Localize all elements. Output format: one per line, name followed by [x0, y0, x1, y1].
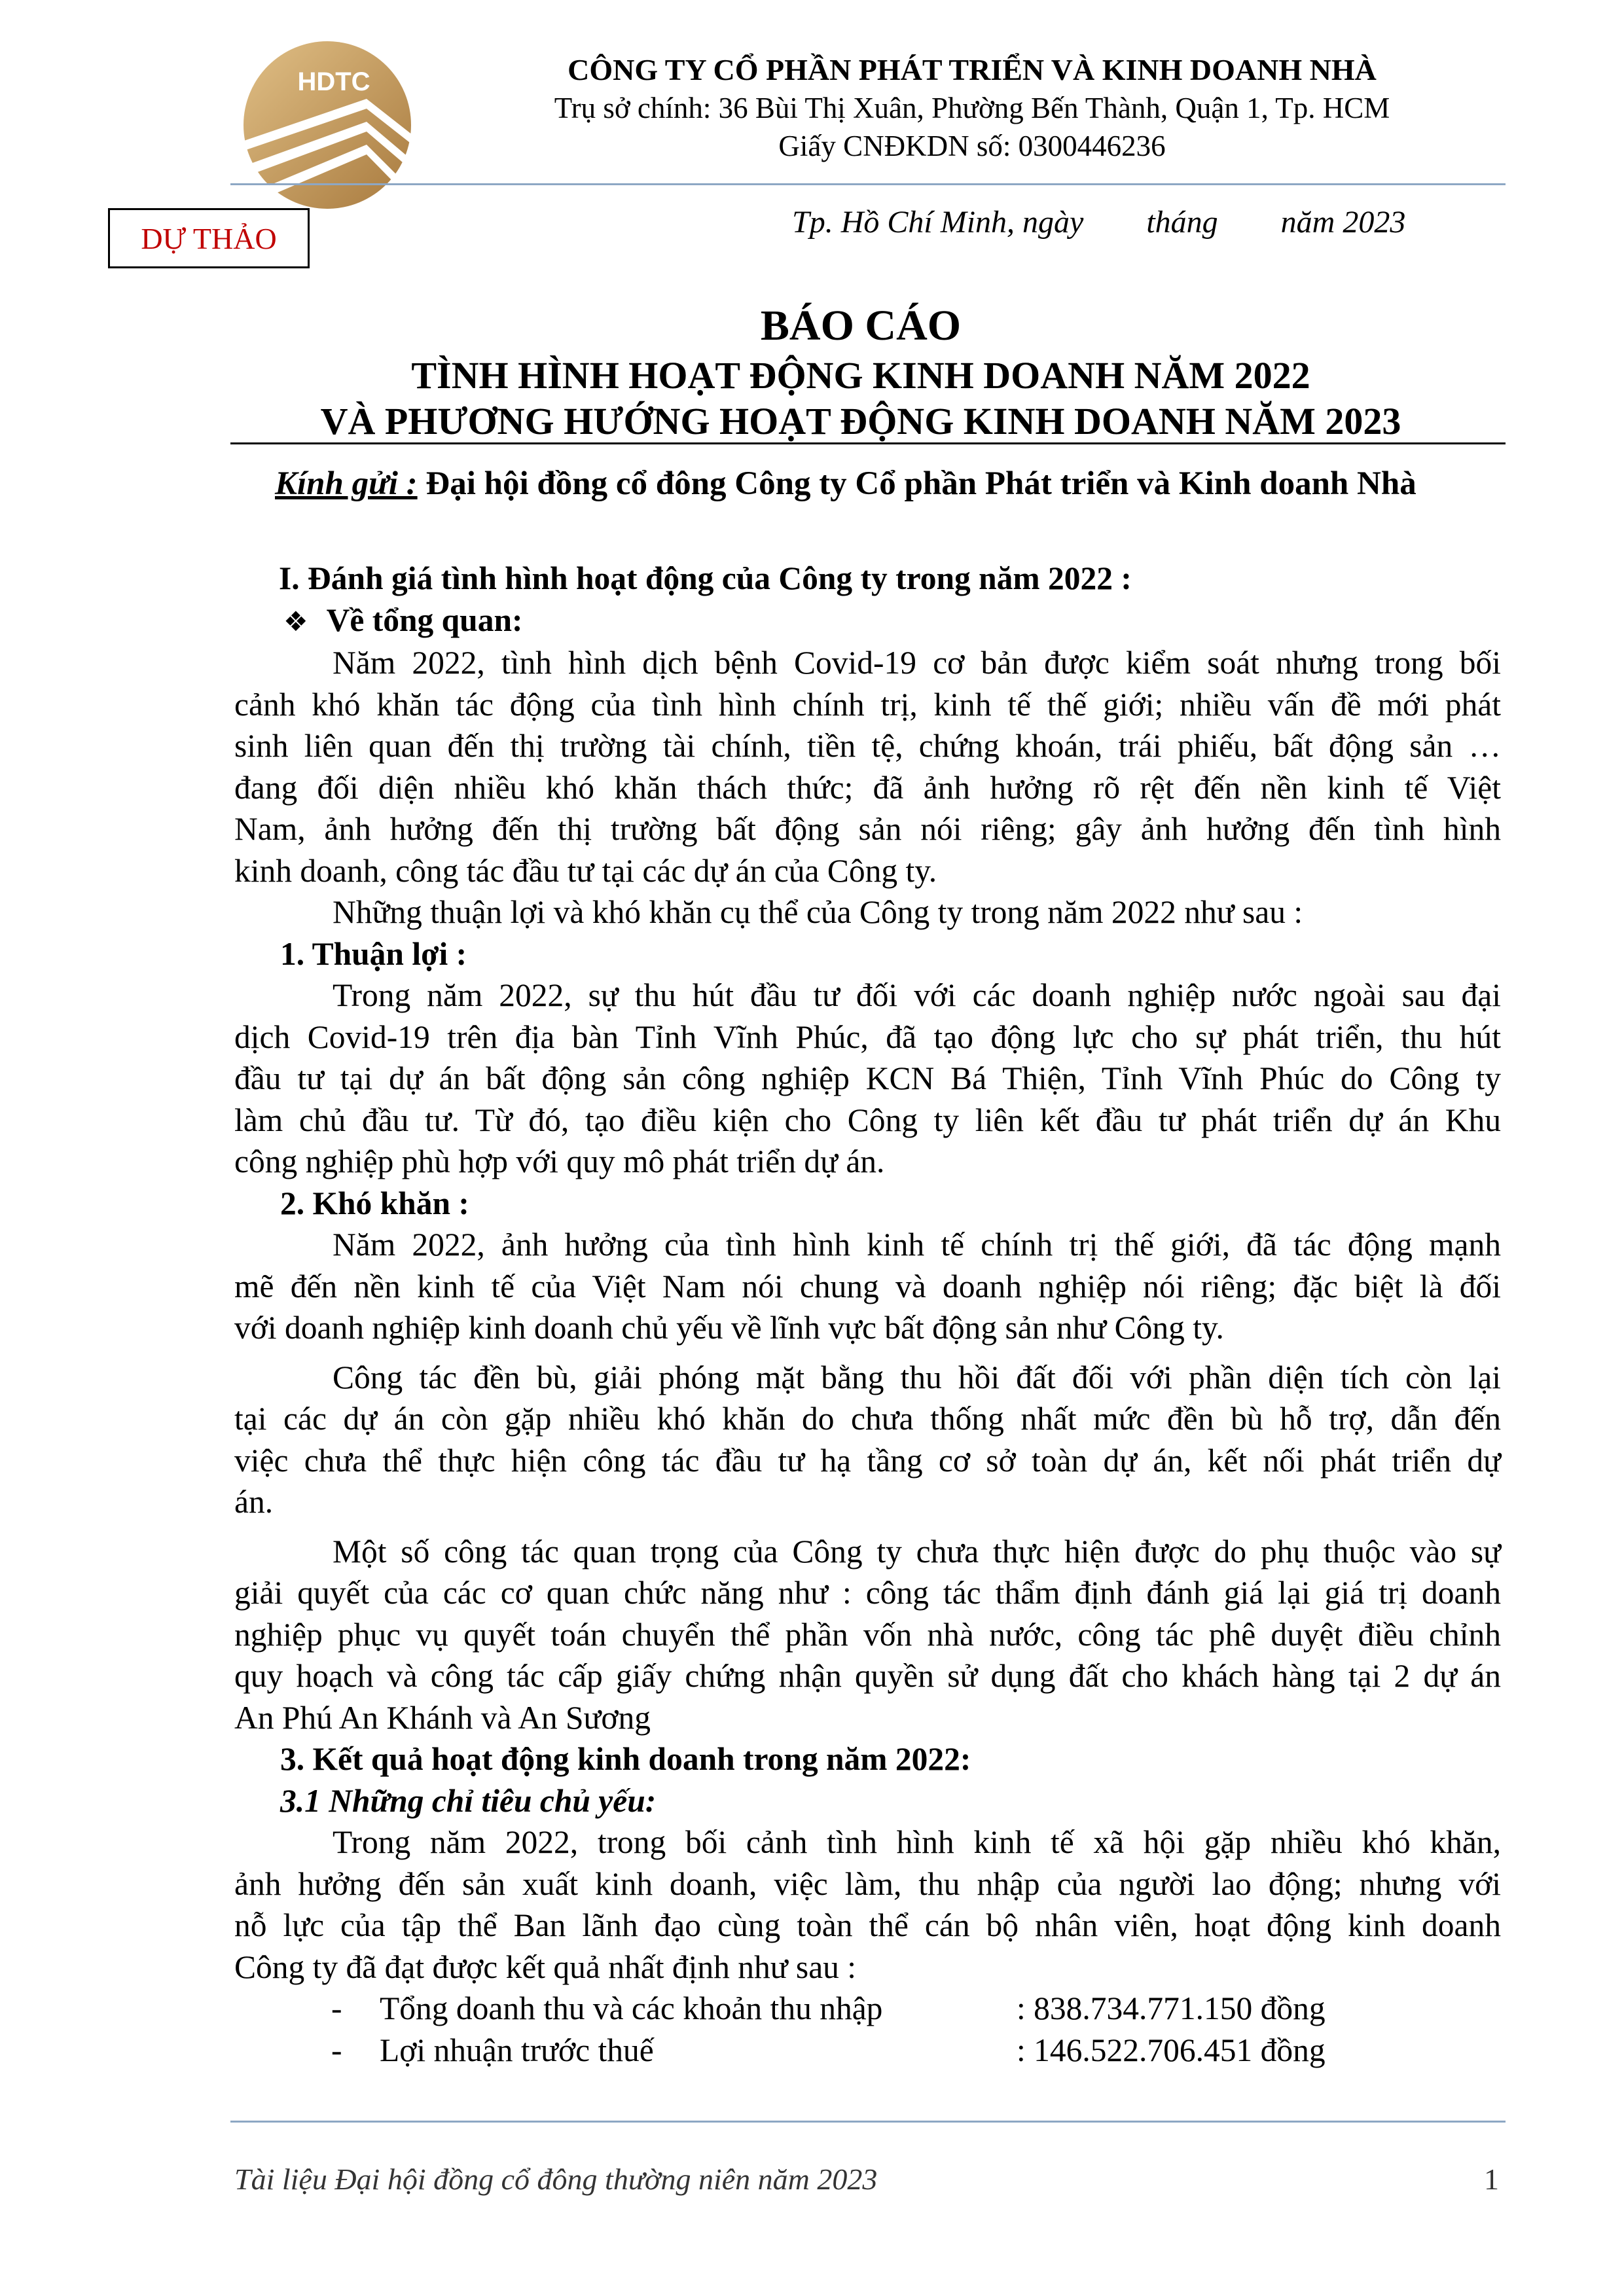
paragraph-line: đầu tư tại dự án bất động sản công nghiệp KCN Bá Thiện, Tỉnh Vĩnh Phúc do Công ty — [234, 1060, 1501, 1096]
paragraph-line: An Phú An Khánh và An Sương — [234, 1699, 651, 1736]
paragraph-line: Một số công tác quan trọng của Công ty chưa thực hiện được do phụ thuộc vào sự — [333, 1533, 1501, 1570]
paragraph-line: ảnh hưởng đến sản xuất kinh doanh, việc làm, thu nhập của người lao động; nhưng với — [234, 1865, 1501, 1902]
paragraph-line: tại các dự án còn gặp nhiều khó khăn do chưa thống nhất mức đền bù hỗ trợ, dẫn đến — [234, 1401, 1501, 1437]
report-subtitle-1: TÌNH HÌNH HOẠT ĐỘNG KINH DOANH NĂM 2022 — [411, 354, 1310, 397]
date-line: Tp. Hồ Chí Minh, ngày tháng năm 2023 — [792, 205, 1406, 240]
paragraph-line: với doanh nghiệp kinh doanh chủ yếu về lĩnh vực bất động sản như Công ty. — [234, 1310, 1224, 1346]
paragraph-line: kinh doanh, công tác đầu tư tại các dự án của Công ty. — [234, 852, 937, 889]
paragraph-line: Nam, ảnh hưởng đến thị trường bất động sản nói riêng; gây ảnh hưởng đến tình hình — [234, 811, 1501, 847]
item-value: : 838.734.771.150 đồng — [1017, 1990, 1326, 2026]
logo-text: HDTC — [297, 67, 370, 96]
title-divider — [230, 442, 1506, 444]
draft-stamp: DỰ THẢO — [108, 208, 310, 268]
paragraph-line: sinh liên quan đến thị trường tài chính, tiền tệ, chứng khoán, trái phiếu, bất động sản … — [234, 728, 1501, 764]
recipient-text: Đại hội đồng cổ đông Công ty Cổ phần Phát triển và Kinh doanh Nhà — [417, 465, 1416, 502]
paragraph-line: nỗ lực của tập thể Ban lãnh đạo cùng toàn thể cán bộ nhân viên, hoạt động kinh doanh — [234, 1907, 1501, 1943]
item-label: Tổng doanh thu và các khoản thu nhập — [380, 1990, 883, 2026]
paragraph-line: Công ty đã đạt được kết quả nhất định như sau : — [234, 1948, 857, 1985]
paragraph-line: việc chưa thể thực hiện công tác đầu tư hạ tầng cơ sở toàn dự án, kết nối phát triển dự — [234, 1442, 1501, 1479]
document-body — [234, 558, 1501, 2071]
paragraph-line: giải quyết của các cơ quan chức năng như : công tác thẩm định đánh giá lại giá trị doanh — [234, 1575, 1501, 1611]
report-title: BÁO CÁO — [760, 302, 962, 350]
company-address: Trụ sở chính: 36 Bùi Thị Xuân, Phường Bến Thành, Quận 1, Tp. HCM — [554, 92, 1390, 124]
paragraph-line: Trong năm 2022, trong bối cảnh tình hình kinh tế xã hội gặp nhiều khó khăn, — [333, 1824, 1501, 1860]
paragraph-line: Trong năm 2022, sự thu hút đầu tư đối với các doanh nghiệp nước ngoài sau đại — [333, 977, 1501, 1013]
intro-line: Những thuận lợi và khó khăn cụ thể của Công ty trong năm 2022 như sau : — [333, 894, 1303, 930]
item-value: : 146.522.706.451 đồng — [1017, 2032, 1326, 2068]
results-subheading: 3.1 Những chỉ tiêu chủ yếu: — [280, 1782, 657, 1819]
page-number: 1 — [1484, 2162, 1499, 2196]
results-heading: 3. Kết quả hoạt động kinh doanh trong năm 2022: — [280, 1741, 971, 1777]
section-heading: I. Đánh giá tình hình hoạt động của Công ty trong năm 2022 : — [279, 560, 1132, 596]
footer-text: Tài liệu Đại hội đồng cổ đông thường niên năm 2023 — [234, 2162, 878, 2196]
list-item-revenue: - Tổng doanh thu và các khoản thu nhập : 838.734.771.150 đồng — [234, 1988, 1501, 2030]
paragraph-line: nghiệp phục vụ quyết toán chuyển thể phần vốn nhà nước, công tác phê duyệt điều chỉnh — [234, 1616, 1501, 1653]
paragraph-line: đang đối diện nhiều khó khăn thách thức; đã ảnh hưởng rõ rệt đến nền kinh tế Việt — [234, 769, 1501, 806]
paragraph-line: công nghiệp phù hợp với quy mô phát triển dự án. — [234, 1143, 885, 1179]
recipient-line — [275, 462, 1506, 505]
advantages-heading: 1. Thuận lợi : — [280, 935, 467, 972]
header-divider — [230, 183, 1506, 185]
paragraph-line: quy hoạch và công tác cấp giấy chứng nhận quyền sử dụng đất cho khách hàng tại 2 dự án — [234, 1658, 1501, 1694]
paragraph-line: Năm 2022, ảnh hưởng của tình hình kinh tế chính trị thế giới, đã tác động mạnh — [333, 1227, 1501, 1263]
company-license: Giấy CNĐKDN số: 0300446236 — [778, 130, 1166, 162]
company-header — [432, 51, 1512, 165]
company-name: CÔNG TY CỔ PHẦN PHÁT TRIỂN VÀ KINH DOANH NHÀ — [568, 53, 1377, 86]
recipient-label: Kính gửi : — [275, 465, 418, 502]
overview-heading: ❖ Về tổng quan: — [283, 601, 523, 638]
paragraph-line: dịch Covid-19 trên địa bàn Tỉnh Vĩnh Phúc, đã tạo động lực cho sự phát triển, thu hút — [234, 1018, 1501, 1055]
paragraph-line: án. — [234, 1484, 274, 1520]
report-subtitle-2: VÀ PHƯƠNG HƯỚNG HOẠT ĐỘNG KINH DOANH NĂM 2023 — [320, 400, 1401, 442]
paragraph-line: cảnh khó khăn tác động của tình hình chính trị, kinh tế thế giới; nhiều vấn đề mới phát — [234, 686, 1501, 723]
list-item-profit: - Lợi nhuận trước thuế : 146.522.706.451 đồng — [234, 2030, 1501, 2072]
footer-divider — [230, 2121, 1506, 2123]
item-label: Lợi nhuận trước thuế — [380, 2032, 654, 2068]
paragraph-line: làm chủ đầu tư. Từ đó, tạo điều kiện cho Công ty liên kết đầu tư phát triển dự án Khu — [234, 1102, 1501, 1138]
paragraph-line: Công tác đền bù, giải phóng mặt bằng thu hồi đất đối với phần diện tích còn lại — [333, 1359, 1501, 1395]
difficulties-heading: 2. Khó khăn : — [280, 1185, 469, 1221]
company-logo — [236, 37, 419, 213]
paragraph-line: Năm 2022, tình hình dịch bệnh Covid-19 cơ bản được kiểm soát nhưng trong bối — [333, 645, 1501, 681]
paragraph-line: mẽ đến nền kinh tế của Việt Nam nói chung và doanh nghiệp nói riêng; đặc biệt là đối — [234, 1268, 1501, 1304]
diamond-bullet-icon: ❖ — [283, 605, 308, 637]
